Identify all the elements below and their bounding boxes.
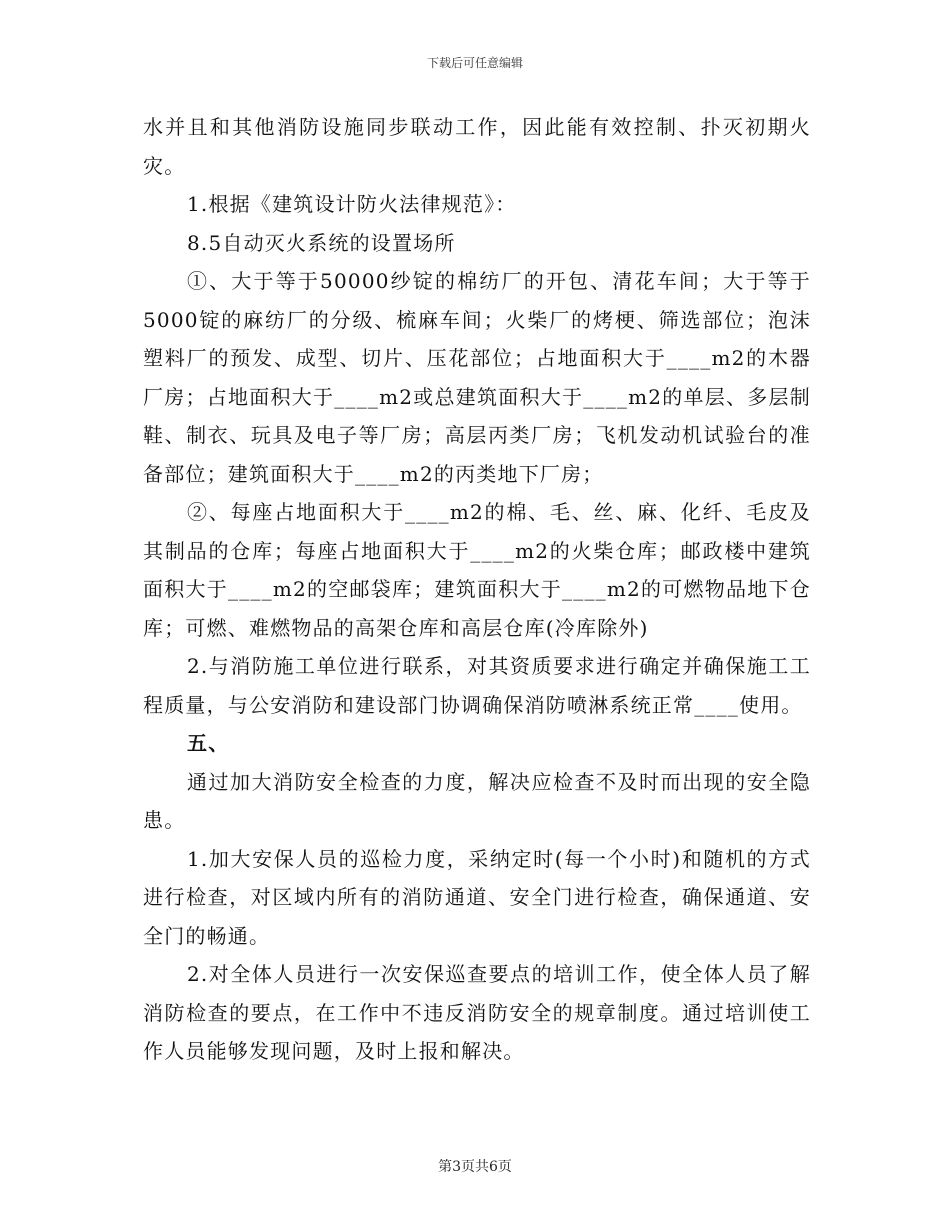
paragraph-circled-1: ①、大于等于50000纱锭的棉纺厂的开包、清花车间；大于等于5000锭的麻纺厂的分级、梳麻车间；火柴厂的烤梗、筛选部位；泡沫塑料厂的预发、成型、切片、压花部位；占地面积大于____m2的木器厂房；占地面积大于____m2或总建筑面积大于____m2的单层、多层制鞋、制衣、玩具及电子等厂房；高层丙类厂房；飞机发动机试验台的准备部位；建筑面积大于____m2的丙类地下厂房； <box>143 269 811 486</box>
document-body <box>143 108 811 1071</box>
paragraph-continuation: 水并且和其他消防设施同步联动工作，因此能有效控制、扑灭初期火灾。 <box>143 115 811 178</box>
paragraph-item-2-training: 2.对全体人员进行一次安保巡查要点的培训工作，使全体人员了解消防检查的要点，在工作中不违反消防安全的规章制度。通过培训使工作人员能够发现问题，及时上报和解决。 <box>143 962 811 1063</box>
paragraph-item-2-contractor: 2.与消防施工单位进行联系，对其资质要求进行确定并确保施工工程质量，与公安消防和建设部门协调确保消防喷淋系统正常____使用。 <box>143 654 811 717</box>
page-footer: 第3页共6页 <box>438 1159 512 1175</box>
paragraph-circled-2: ②、每座占地面积大于____m2的棉、毛、丝、麻、化纤、毛皮及其制品的仓库；每座占地面积大于____m2的火柴仓库；邮政楼中建筑面积大于____m2的空邮袋库；建筑面积大于____m2的可燃物品地下仓库；可燃、难燃物品的高架仓库和高层仓库(冷库除外) <box>143 500 811 640</box>
paragraph-section-five-intro: 通过加大消防安全检查的力度，解决应检查不及时而出现的安全隐患。 <box>143 769 811 832</box>
paragraph-item-1-patrol: 1.加大安保人员的巡检力度，采纳定时(每一个小时)和随机的方式进行检查，对区域内所有的消防通道、安全门进行检查，确保通道、安全门的畅通。 <box>143 846 811 948</box>
section-heading-five: 五、 <box>187 731 230 755</box>
paragraph-item-1-regulation: 1.根据《建筑设计防火法律规范》： <box>187 192 517 216</box>
page-header: 下载后可任意编辑 <box>426 56 523 70</box>
paragraph-clause-8-5: 8.5自动灭火系统的设置场所 <box>187 230 456 255</box>
